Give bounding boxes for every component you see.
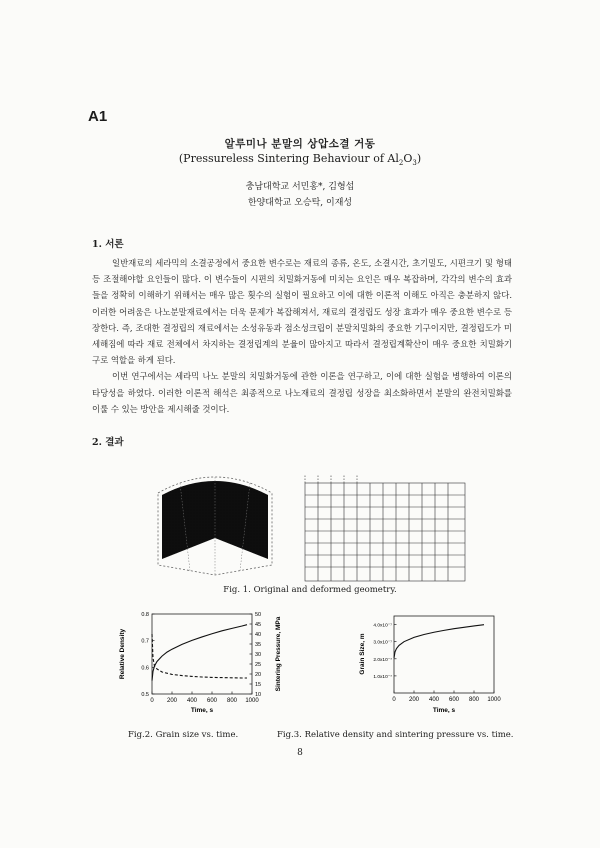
chart1-y2-tick-label: 40	[255, 632, 262, 638]
section-heading-results: 2. 결과	[92, 437, 124, 448]
chart2-x-tick-label: 200	[408, 697, 420, 703]
chart1-y2-tick-label: 20	[255, 672, 262, 678]
authors-line-1: 충남대학교 서민홍*, 김형섭	[245, 182, 355, 192]
chart1-series-pressure	[152, 634, 247, 678]
chart2-x-label: Time, s	[432, 707, 456, 714]
chart2-y-label: Grain Size, m	[359, 633, 366, 675]
chart2-x-tick-label: 1000	[487, 697, 501, 703]
chart1-x-tick-label: 600	[206, 698, 218, 704]
introduction-body	[92, 255, 512, 417]
figure-1-caption: Fig. 1. Original and deformed geometry.	[223, 585, 397, 595]
chart2-series-grain-size	[394, 625, 484, 658]
chart1-x-tick-label: 1000	[245, 698, 259, 704]
section-code: A1	[88, 108, 108, 125]
chart1-series-density	[152, 625, 247, 681]
chart1-y2-label: Sintering Pressure, MPa	[275, 616, 282, 692]
chart1-y2-tick-label: 45	[255, 622, 262, 628]
chart2-y-tick-label: 2.0x10⁻⁷	[373, 657, 392, 663]
chart1-y-tick-label: 0.7	[141, 638, 149, 645]
chart1-y2-tick-label: 15	[255, 682, 262, 688]
paper-title-korean: 알루미나 분말의 상압소결 거동	[224, 138, 376, 150]
chart2-y-tick-label: 4.0x10⁻⁷	[373, 623, 392, 629]
chart1-y2-tick-label: 50	[255, 612, 262, 618]
figure-1-geometry	[150, 463, 470, 583]
chart2-x-tick-label: 0	[392, 697, 396, 703]
authors	[0, 179, 600, 211]
paragraph-1: 일반재료의 세라믹의 소결공정에서 중요한 변수로는 재료의 종류, 온도, 소결시간, 초기밀도, 시편크기 및 형태 등 조절해야할 요인들이 많다. 이 변수들이 시편의 치밀화거동에 미치는 요인은 매우 복잡하며, 각각의 변수의 효과들을 정확히 이해하기 위해서는 매우 많은 횟수의 실험이 필요하고 이에 대한 이론적 이해도 아직은 충분하지 않다. 이러한 어려움은 나노분말재료에서는 더욱 문제가 복잡해져서, 재료의 결정립도 성장 효과가 매우 중요한 변수로 등장한다. 즉, 조대한 결정립의 재료에서는 소성유동과 점소성크립이 분말치밀화의 중요한 기구이지만, 결정립도가 미세해짐에 따라 재료 전체에서 차지하는 결정립계의 분율이 많아지고 따라서 결정립계확산이 매우 중요한 치밀화기구로 역할을 하게 된다.	[92, 258, 512, 366]
chart1-x-tick-label: 0	[150, 698, 154, 704]
chart1-x-tick-label: 800	[226, 698, 238, 704]
chart1-y2-tick-label: 10	[255, 692, 262, 698]
chart-grain-size	[352, 606, 532, 716]
section-heading-introduction: 1. 서론	[92, 239, 124, 250]
chart1-y2-tick-label: 30	[255, 652, 262, 658]
page-number: 8	[297, 748, 303, 758]
chart1-y-tick-label: 0.6	[141, 665, 149, 672]
chart1-y2-tick-label: 25	[255, 662, 262, 668]
chart1-plot-area	[152, 614, 252, 694]
figure-3-caption: Fig.3. Relative density and sintering pressure vs. time.	[277, 730, 514, 740]
chart1-x-label: Time, s	[190, 707, 214, 714]
chart1-x-tick-label: 400	[186, 698, 198, 704]
chart1-x-tick-label: 200	[166, 698, 178, 704]
figure-2-caption: Fig.2. Grain size vs. time.	[128, 730, 239, 740]
chart-density-pressure	[112, 606, 292, 716]
chart2-x-tick-label: 400	[428, 697, 440, 703]
chart2-plot-area	[394, 616, 494, 693]
authors-line-2: 한양대학교 오승탁, 이재성	[247, 198, 353, 208]
chart2-x-tick-label: 800	[468, 697, 480, 703]
paper-title-english: (Pressureless Sintering Behaviour of $Al_2O_3$)	[178, 152, 422, 168]
grid-mesh	[305, 475, 465, 581]
paragraph-2: 이번 연구에서는 세라믹 나노 분말의 치밀화거동에 관한 이론을 연구하고, 이에 대한 실험을 병행하여 이론의 타당성을 하였다. 이러한 이론적 해석은 최종적으로 나노재료의 결정립 성장을 최소화하면서 분말의 완전치밀화를 이룰 수 있는 방안을 제시해줄 것이다.	[92, 371, 512, 414]
chart1-y2-tick-label: 35	[255, 642, 262, 648]
chart1-y-label: Relative Density	[119, 628, 126, 680]
chart2-y-tick-label: 1.0x10⁻⁷	[373, 674, 392, 680]
chart2-x-tick-label: 600	[448, 697, 460, 703]
chart1-y-tick-label: 0.8	[141, 612, 149, 618]
chart1-y-tick-label: 0.5	[141, 692, 149, 698]
chart2-y-tick-label: 3.0x10⁻⁷	[373, 640, 392, 646]
